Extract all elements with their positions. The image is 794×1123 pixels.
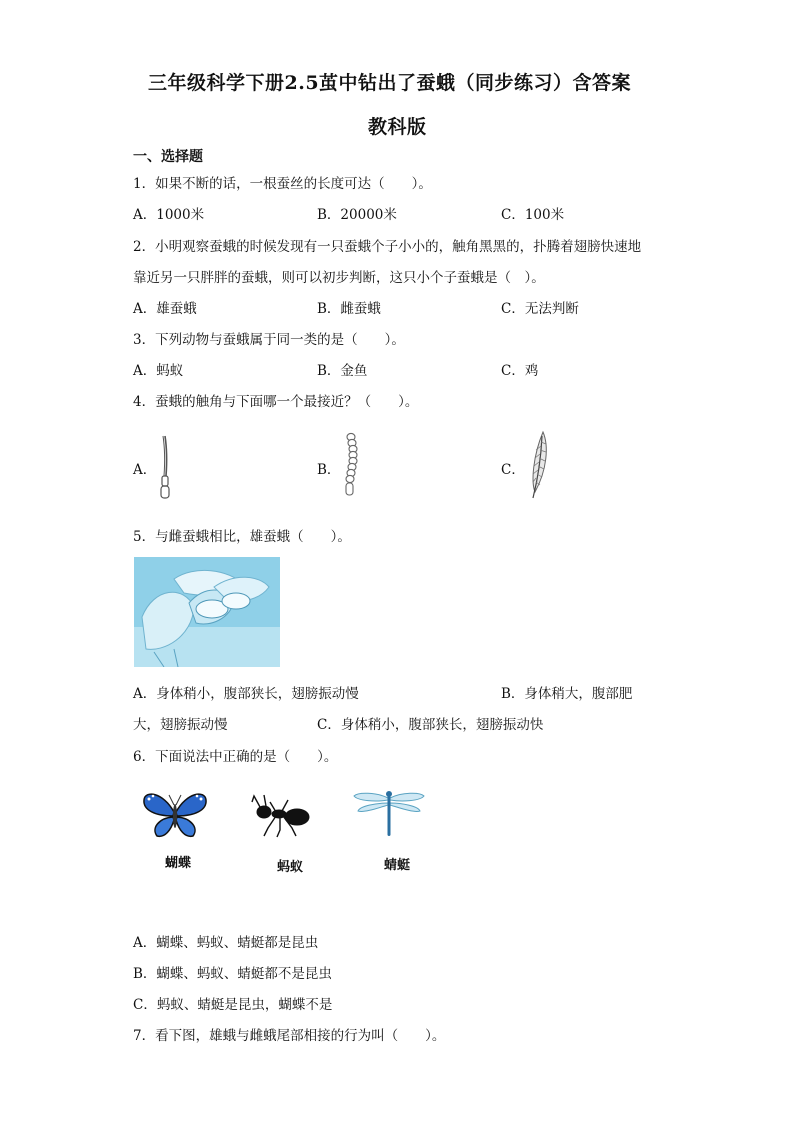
plumose-antenna-image bbox=[525, 430, 553, 502]
question-4: 4．蚕蛾的触角与下面哪一个最接近？（ ）。 bbox=[133, 394, 419, 410]
q3-option-b[interactable]: B．金鱼 bbox=[317, 363, 368, 379]
dragonfly-label: 蜻蜓 bbox=[384, 858, 411, 873]
q2-option-b[interactable]: B．雌蚕蛾 bbox=[317, 301, 381, 317]
q4-option-a[interactable]: A． bbox=[133, 462, 157, 478]
q6-option-a[interactable]: A．蝴蝶、蚂蚁、蜻蜓都是昆虫 bbox=[133, 935, 319, 951]
q5-option-b-line2[interactable]: 大，翅膀振动慢 bbox=[133, 717, 228, 733]
ant-image bbox=[250, 792, 316, 838]
ant-label: 蚂蚁 bbox=[277, 860, 304, 875]
question-6: 6．下面说法中正确的是（ ）。 bbox=[133, 749, 338, 765]
question-1: 1．如果不断的话，一根蚕丝的长度可达（ ）。 bbox=[133, 176, 432, 192]
question-5: 5．与雌蚕蛾相比，雄蚕蛾（ ）。 bbox=[133, 529, 351, 545]
q5-option-c[interactable]: C．身体稍小，腹部狭长，翅膀振动快 bbox=[317, 717, 544, 733]
q1-option-b[interactable]: B．20000米 bbox=[317, 207, 397, 223]
page-subtitle: 教科版 bbox=[368, 116, 427, 138]
q1-option-a[interactable]: A．1000米 bbox=[133, 207, 205, 223]
butterfly-label: 蝴蝶 bbox=[165, 856, 192, 871]
q2-option-a[interactable]: A．雄蚕蛾 bbox=[133, 301, 197, 317]
dragonfly-image bbox=[352, 786, 426, 840]
moniliform-antenna-image bbox=[339, 432, 365, 498]
butterfly-image bbox=[141, 790, 209, 840]
q3-option-c[interactable]: C．鸡 bbox=[501, 363, 539, 379]
question-2-line1: 2．小明观察蚕蛾的时候发现有一只蚕蛾个子小小的，触角黑黑的，扑腾着翅膀快速地 bbox=[133, 239, 642, 255]
page-title: 三年级科学下册2.5茧中钻出了蚕蛾（同步练习）含答案 bbox=[148, 72, 632, 94]
question-7: 7．看下图，雄蛾与雌蛾尾部相接的行为叫（ ）。 bbox=[133, 1028, 446, 1044]
silkworm-moths-photo bbox=[134, 557, 280, 667]
q4-option-b[interactable]: B． bbox=[317, 462, 341, 478]
question-2-line2: 靠近另一只胖胖的蚕蛾，则可以初步判断，这只小个子蚕蛾是（ ）。 bbox=[133, 270, 545, 286]
q6-option-b[interactable]: B．蝴蝶、蚂蚁、蜻蜓都不是昆虫 bbox=[133, 966, 332, 982]
q5-option-a[interactable]: A．身体稍小，腹部狭长，翅膀振动慢 bbox=[133, 686, 359, 702]
section-heading: 一、选择题 bbox=[133, 149, 203, 165]
q3-option-a[interactable]: A．蚂蚁 bbox=[133, 363, 184, 379]
q6-option-c[interactable]: C．蚂蚁、蜻蜓是昆虫，蝴蝶不是 bbox=[133, 997, 333, 1013]
question-3: 3．下列动物与蚕蛾属于同一类的是（ ）。 bbox=[133, 332, 405, 348]
q5-option-b-line1[interactable]: B．身体稍大，腹部肥 bbox=[501, 686, 633, 702]
q1-option-c[interactable]: C．100米 bbox=[501, 207, 565, 223]
q2-option-c[interactable]: C．无法判断 bbox=[501, 301, 579, 317]
q4-option-c[interactable]: C． bbox=[501, 462, 525, 478]
filiform-antenna-image bbox=[155, 434, 177, 502]
